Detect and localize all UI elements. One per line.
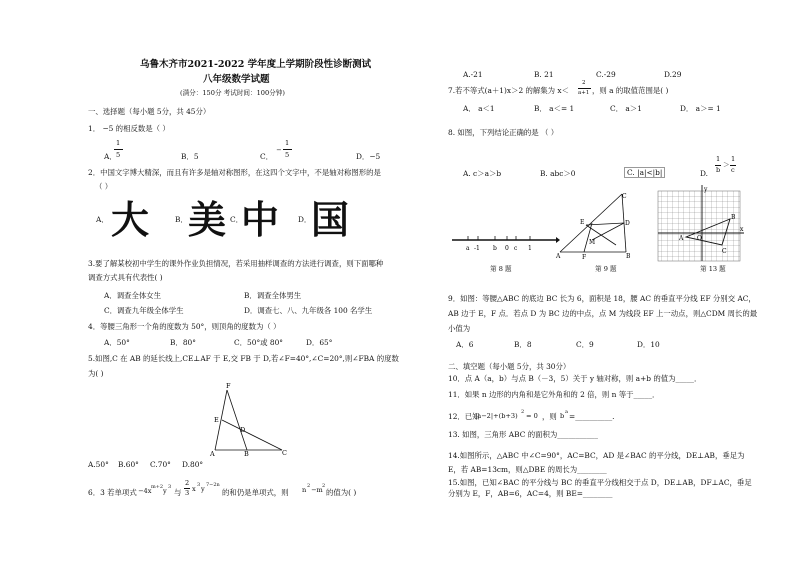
q1-c-den: 5 [285,151,290,159]
q2-option-a: A． [96,215,109,224]
nl-b: b [493,245,497,252]
q12-expr: |a−2|+(b+3) [475,412,518,420]
q6-expr-n-exp: 2 [307,483,311,489]
q12-base-exp: a [565,409,568,415]
q1-c-minus: − [276,146,282,154]
q6-expr-m-exp: 2 [322,483,326,489]
t9-m: M [589,239,596,246]
q6-text-3: 的和仍是单项式，则 [222,488,289,497]
q1-c-fraction-bar [283,149,292,150]
q7-option-c: C． a＞1 [610,104,642,113]
q4-option-b: B．80° [170,338,196,347]
q8-d-gt: ＞ [723,161,730,169]
q3-option-c: C．调查九年级全体学生 [104,306,184,315]
q8-d-den2: c [731,166,735,174]
q2-option-b: B． [175,215,188,224]
q6-text-4: 的值为( ) [326,488,357,497]
q3-stem-line2: 调查方式具有代表性( ) [88,273,163,282]
q5-label-a: A [210,450,215,458]
q12-eq: = 0 [526,412,538,420]
q2-char-da: 大 [111,198,150,242]
q5-label-f: F [226,382,231,390]
q4-option-c: C．50°或 80° [234,338,283,347]
nl-c: c [514,245,518,252]
q8-stem: 8. 如图，下列结论正确的是 （ ） [448,128,559,137]
q5-option-d: D.80° [182,460,204,469]
q2-char-zhong: 中 [241,198,280,242]
q6-mono2-y-exp: 7−2n [206,482,220,488]
q10-text: 10．点 A（a，b）与点 B（－3，5）关于 y 轴对称，则 a+b 的值为_____． [448,374,702,383]
q9-option-b: B．8 [514,340,532,349]
q6-coef-den: 3 [185,489,190,497]
q7-stem-1: 7.若不等式(a＋1)x＞2 的解集为 x＜ [448,86,569,95]
g13-c: C [722,248,727,255]
fig8-caption: 第 8 题 [490,265,512,273]
q1-option-b: B．5 [181,152,199,161]
t9-e: E [580,219,585,226]
t9-b: B [626,253,631,260]
q9-option-a: A．6 [456,340,474,349]
q6-option-d: D.29 [664,70,682,79]
q1-a-den: 5 [116,151,121,159]
q6-coef-num: 2 [185,479,190,487]
q14-line1: 14.如图所示，△ABC 中∠C=90°，AC=BC，AD 是∠BAC 的平分线，DE⊥AB，垂足为 [448,451,745,460]
q2-stem-line1: 2．中国文字博大精深，而且有许多是轴对称图形，在这四个文字中，不是轴对称图形的是 [88,168,381,177]
q3-stem-line1: 3.要了解某校初中学生的课外作业负担情况，若采用抽样调查的方法进行调查，则下面哪种 [88,259,384,268]
q9-triangle-figure [556,190,636,260]
q6-mono2-x-exp: 3 [197,482,201,488]
q6-stem [88,478,388,502]
q8-d-num1: 1 [716,155,721,163]
q7-option-d: D． a＞= 1 [680,104,721,113]
q11-text: 11．如果 n 边形的内角和是它外角和的 2 倍，则 n 等于_____． [448,390,660,399]
q2-char-mei: 美 [188,198,227,242]
q6-mono2-x: x [192,485,196,493]
q6-mono1-y: y [163,487,167,495]
q8-option-d: D. [700,169,709,178]
q8-d-den1: b [716,166,721,174]
q3-option-b: B．调查全体男生 [244,291,302,300]
q8-d-num2: 1 [731,155,736,163]
q3-option-d: D．调查七、八、九年级各 100 名学生 [244,306,373,315]
q9-stem-line3: 小值为 [448,324,471,333]
q5-triangle-figure [200,382,290,457]
q4-option-a: A．50° [104,338,130,347]
q12-text-1: 12．已知 [448,412,480,421]
q6-text-2: 与 [174,488,182,497]
g13-y: y [704,186,708,193]
exam-info: (满分：150分 考试时间：100分钟) [180,89,285,97]
q8-option-b: B. abc＞0 [540,169,576,178]
q12-text-4: =__________. [569,412,615,421]
nl-minus1: -1 [474,245,480,252]
q5-label-e: E [214,416,219,424]
q7-stem-2: ，则 a 的取值范围是( ) [592,86,669,95]
number-line-figure [450,230,560,260]
t9-f: F [582,254,587,261]
q6-option-b: B. 21 [534,70,554,79]
q6-mono2-y: y [201,485,205,493]
exam-title: 乌鲁木齐市2021-2022 学年度上学期阶段性诊断测试 [140,59,372,70]
q9-stem-line1: 9．如图：等腰△ABC 的底边 BC 长为 6，面积是 18，腰 AC 的垂直平分线 EF 分别交 AC， [448,294,756,303]
q5-label-c: C [282,449,287,457]
q2-stem-line2: （ ） [95,182,113,191]
fig13-caption: 第 13 题 [700,265,726,273]
nl-one: 1 [528,245,532,252]
q6-expr-m: −m [311,486,323,494]
q15-line2: 分别为 E，F，AB=6，AC=4，则 BE=________ [448,489,613,498]
q1-a-num: 1 [116,139,121,147]
q7-option-a: A． a＜1 [463,104,495,113]
q6-mono1: −4x [138,487,152,495]
q15-line1: 15.如图，已知∠BAC 的平分线与 BC 的垂直平分线相交于点 D，DE⊥AB，DF⊥AC，垂足 [448,478,752,487]
q6-expr-n: n [302,486,307,494]
q7-frac-num: 2 [582,80,586,86]
q12-base: b [560,412,565,420]
g13-x: x [740,226,744,233]
q1-option-c: C． [260,152,274,161]
q12-stem [448,408,648,422]
q9-stem-line2: AB 边于 E，F 点．若点 D 为 BC 边的中点，点 M 为线段 EF 上一动点，则△CDM 周长的最 [448,309,758,318]
q5-label-b: B [244,450,249,458]
section1-heading: 一、选择题（每小题 5分，共 45分） [88,107,211,116]
q9-option-d: D．10 [637,340,660,349]
section2-heading: 二、填空题（每小题 5分，共 30分） [448,362,571,371]
q9-option-c: C．9 [576,340,594,349]
q6-mono1-y-exp: 3 [168,484,172,490]
q7-option-b: B． a＜= 1 [534,104,575,113]
q4-option-d: D．65° [306,338,333,347]
q13-grid-figure [656,185,746,265]
q13-text: 13. 如图，三角形 ABC 的面积为___________ [448,430,598,439]
g13-b: B [731,214,736,221]
q12-text-3: ，则 [542,412,557,421]
g13-a: A [679,235,684,242]
q5-label-d: D [240,426,246,434]
t9-a: A [556,253,561,260]
q2-option-c: C． [230,215,244,224]
q3-option-a: A．调查全体女生 [104,291,162,300]
q1-a-fraction-bar [114,149,123,150]
q8-option-a: A. c＞a＞b [463,169,502,178]
t9-d: D [625,220,630,227]
q1-option-a: A． [104,152,117,161]
q2-option-d: D． [298,215,312,224]
q8-option-c: C. |a|<|b| [624,167,665,178]
q12-exp: 2 [521,409,525,415]
q1-stem: 1． −5 的相反数是（ ） [88,124,170,133]
q6-option-a: A.-21 [463,70,483,79]
nl-a: a [466,245,470,252]
q14-line2: E，若 AB=13cm，则△DBE 的周长为________ [448,465,607,474]
q5-stem-line2: 为( ) [88,369,104,378]
q1-option-d: D．−5 [356,152,381,161]
fig9-caption: 第 9 题 [595,265,617,273]
q4-stem: 4．等腰三角形一个角的度数为 50°，则顶角的度数为（ ） [88,322,281,331]
q6-mono1-exp: m+2 [151,484,164,490]
q7-frac-den: a+1 [578,90,590,96]
t9-c: C [622,193,627,200]
q5-option-a: A.50° [88,460,109,469]
q6-text-1: 6．3 若单项式 [88,488,137,497]
exam-subtitle: 八年级数学试题 [203,74,270,85]
q6-option-c: C.-29 [596,70,616,79]
g13-o: O [697,235,702,242]
nl-zero: 0 [505,245,509,252]
q5-option-c: C.70° [150,460,171,469]
q5-option-b: B.60° [118,460,139,469]
q5-stem-line1: 5.如图,C 在 AB 的延长线上,CE⊥AF 于 E,交 FB 于 D,若∠F=40°,∠C=20°,则∠FBA 的度数 [88,354,399,363]
q2-char-guo: 国 [311,198,350,242]
q1-c-num: 1 [285,139,290,147]
